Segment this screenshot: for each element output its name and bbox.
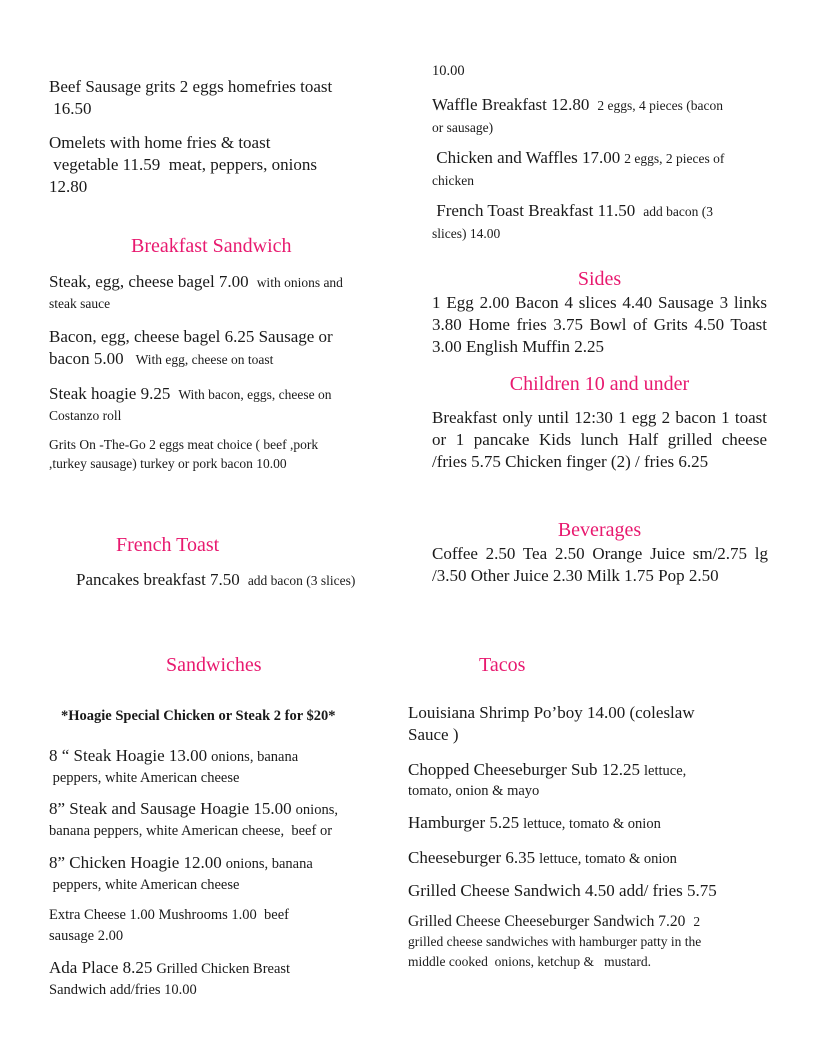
menu-item-omelets: Omelets with home fries & toast vegetable 11.59 meat, peppers, onions 12.80 [49, 133, 317, 196]
section-heading-sandwiches: Sandwiches [166, 654, 262, 676]
children-text: Breakfast only until 12:30 1 egg 2 bacon 1 toast or 1 pancake Kids lunch Half grilled cheese /fries 5.75 Chicken finger (2) / fries 6.25 [432, 408, 767, 471]
sides-text: 1 Egg 2.00 Bacon 4 slices 4.40 Sausage 3 links 3.80 Home fries 3.75 Bowl of Grits 4.50 Toast 3.00 English Muffin 2.25 [432, 293, 767, 356]
section-heading-children: Children 10 and under [509, 373, 690, 395]
section-heading-french-toast: French Toast [116, 534, 220, 556]
menu-item-shrimp-poboy: Louisiana Shrimp Po’boy 14.00 (coleslaw Sauce ) [408, 703, 695, 744]
menu-item-french-toast-breakfast: French Toast Breakfast 11.50 add bacon (3 slices) 14.00 [432, 201, 713, 241]
menu-item-beef-sausage: Beef Sausage grits 2 eggs homefries toast 16.50 [49, 77, 333, 118]
menu-item-bacon-egg-bagel: Bacon, egg, cheese bagel 6.25 Sausage or bacon 5.00 With egg, cheese on toast [49, 327, 333, 368]
menu-item-waffle-breakfast: Waffle Breakfast 12.80 2 eggs, 4 pieces (bacon or sausage) [432, 95, 723, 135]
section-heading-beverages: Beverages [557, 519, 642, 541]
menu-item-steak-hoagie-breakfast: Steak hoagie 9.25 With bacon, eggs, cheese on Costanzo roll [49, 384, 332, 423]
menu-item-grilled-cheese: Grilled Cheese Sandwich 4.50 add/ fries 5.75 [408, 881, 717, 900]
menu-item-cheeseburger: Cheeseburger 6.35 lettuce, tomato & onion [408, 848, 677, 867]
section-heading-tacos: Tacos [479, 654, 526, 676]
menu-item-steak-hoagie: 8 “ Steak Hoagie 13.00 onions, banana peppers, white American cheese [49, 746, 299, 786]
menu-item-carry-price: 10.00 [432, 63, 465, 79]
menu-item-hamburger: Hamburger 5.25 lettuce, tomato & onion [408, 813, 661, 832]
section-heading-breakfast-sandwich: Breakfast Sandwich [131, 235, 292, 257]
menu-item-chicken-hoagie: 8” Chicken Hoagie 12.00 onions, banana peppers, white American cheese [49, 853, 313, 893]
menu-item-extras: Extra Cheese 1.00 Mushrooms 1.00 beef sausage 2.00 [49, 907, 290, 944]
menu-item-chopped-cheeseburger-sub: Chopped Cheeseburger Sub 12.25 lettuce, tomato, onion & mayo [408, 760, 687, 799]
menu-item-ada-place: Ada Place 8.25 Grilled Chicken Breast Sandwich add/fries 10.00 [49, 958, 291, 998]
beverages-text: Coffee 2.50 Tea 2.50 Orange Juice sm/2.75 lg /3.50 Other Juice 2.30 Milk 1.75 Pop 2.50 [432, 544, 768, 585]
hoagie-special-note: *Hoagie Special Chicken or Steak 2 for $20* [61, 708, 336, 724]
menu-item-grilled-cheese-cheeseburger: Grilled Cheese Cheeseburger Sandwich 7.20 2 grilled cheese sandwiches with hamburger patty in the middle cooked onions, ketchup & mustard. [408, 913, 702, 969]
menu-item-grits-on-the-go: Grits On -The-Go 2 eggs meat choice ( beef ,pork ,turkey sausage) turkey or pork bacon 10.00 [49, 437, 319, 471]
menu-item-steak-sausage-hoagie: 8” Steak and Sausage Hoagie 15.00 onions, banana peppers, white American cheese, beef or [49, 799, 338, 839]
menu-item-chicken-and-waffles: Chicken and Waffles 17.00 2 eggs, 2 pieces of chicken [432, 148, 725, 188]
menu-item-pancakes: Pancakes breakfast 7.50 add bacon (3 slices) [76, 570, 356, 589]
menu-item-steak-egg-bagel: Steak, egg, cheese bagel 7.00 with onions and steak sauce [49, 272, 343, 311]
section-heading-sides: Sides [577, 268, 622, 290]
